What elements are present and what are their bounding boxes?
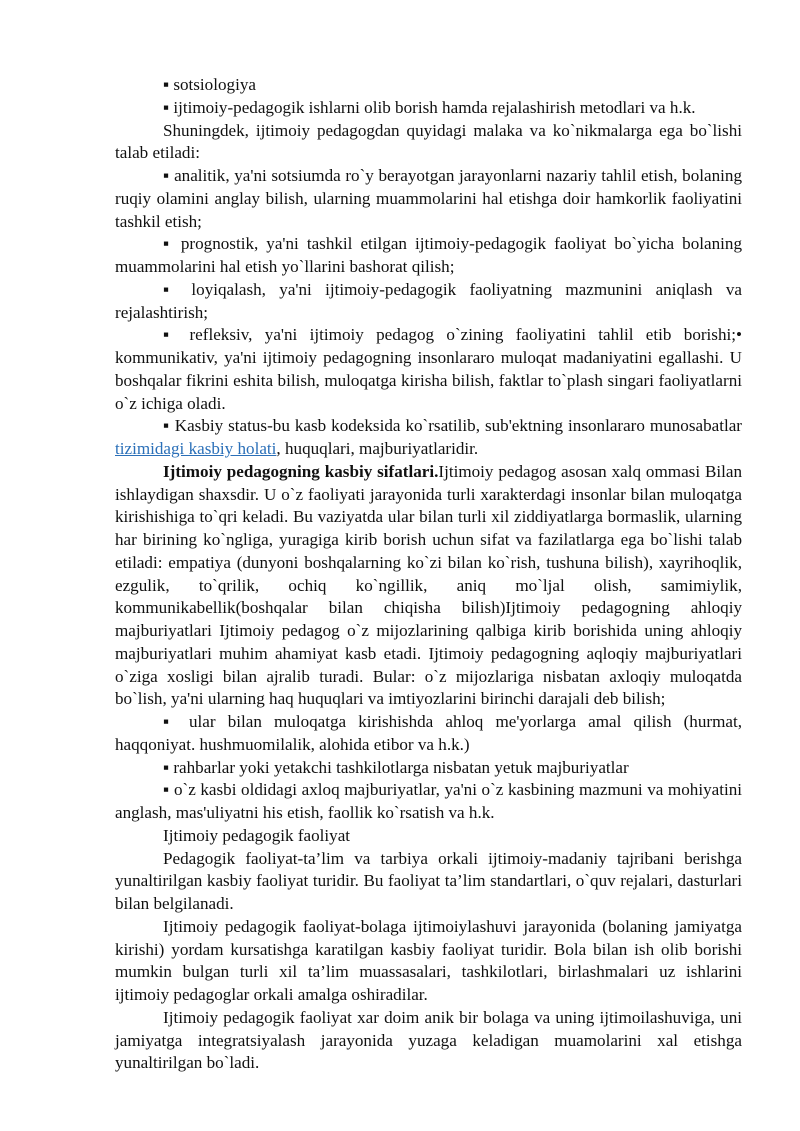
bullet-refleksiv: ▪ refleksiv, ya'ni ijtimoiy pedagog o`zining faoliyatini tahlil etib borishi;• kommunikativ, ya'ni ijtimoiy pedagogning insonlararo muloqat madaniyatini egallashi. U boshqalar fikrini eshita bilish, muloqatga kirisha bilish, faktlar to`plash singari faoliyatlarni o`z ichiga oladi.	[115, 325, 742, 413]
bullet-loyiqalash: ▪ loyiqalash, ya'ni ijtimoiy-pedagogik faoliyatning mazmunini aniqlash va rejalashtirish;	[115, 279, 742, 322]
bullet-rahbarlar: ▪ rahbarlar yoki yetakchi tashkilotlarga nisbatan yetuk majburiyatlar	[163, 757, 629, 777]
kasbiy-holati-link[interactable]: tizimidagi kasbiy holati	[115, 439, 277, 458]
bullet-sotsiologiya: ▪ sotsiologiya	[163, 75, 256, 94]
bullet-kasb-axloq: ▪ o`z kasbi oldidagi axloq majburiyatlar, ya'ni o`z kasbining mazmuni va mohiyatini anglash, mas'uliyatni his etish, faollik ko`rsatish va h.k.	[115, 780, 742, 822]
section-title-faoliyat: Ijtimoiy pedagogik faoliyat	[163, 825, 351, 845]
paragraph-pedagogik-faoliyat: Pedagogik faoliyat-ta’lim va tarbiya orkali ijtimoiy-madaniy tajribani berishga yunaltirilgan kasbiy faoliyat turidir. Bu faoliyat ta’lim standartlari, o`quv rejalari, dasturlari bilan belgilanadi.	[115, 848, 742, 913]
bullet-metodlar: ▪ ijtimoiy-pedagogik ishlarni olib borish hamda rejalashirish metodlari va h.k.	[163, 97, 696, 117]
paragraph-ijtimoiy-pedagogik-faoliyat: Ijtimoiy pedagogik faoliyat-bolaga ijtimoiylashuvi jarayonida (bolaning jamiyatga kirishi) yordam kursatishga karatilgan kasbiy faoliyat turidir. Bola bilan ish olib borishi mumkin bulgan turli xil ta’lim muassasalari, tashkilotlari, birlashmalari uz ishlarini ijtimoiy pedagoglar orkali amalga oshiradilar.	[115, 916, 742, 1004]
document-page	[115, 74, 742, 1075]
paragraph-kasbiy-sifatlar	[115, 461, 742, 711]
bullet-prognostik: ▪ prognostik, ya'ni tashkil etilgan ijtimoiy-pedagogik faoliyat bo`yicha bolaning muammolarini hal etish yo`llarini bashorat qilish;	[115, 234, 742, 276]
bullet-kasbiy-status	[115, 415, 742, 461]
paragraph-faoliyat-xar-doim: Ijtimoiy pedagogik faoliyat xar doim anik bir bolaga va uning ijtimoilashuviga, uni jamiyatga integratsiyalash jarayonida yuzaga keladigan muamolarini xal etishga yunaltirilgan bo`ladi.	[115, 1007, 742, 1073]
heading-kasbiy-sifatlar: Ijtimoiy pedagogning kasbiy sifatlari.	[163, 461, 439, 481]
bullet-analitik: ▪ analitik, ya'ni sotsiumda ro`y berayotgan jarayonlarni nazariy tahlil etish, bolaning ruqiy olamini anglay bilish, ularning muammolarini hal etishga doir hamkorlik faoliyatini tashkil etish;	[115, 166, 742, 231]
paragraph-malaka: Shuningdek, ijtimoiy pedagogdan quyidagi malaka va ko`nikmalarga ega bo`lishi talab etiladi:	[115, 120, 742, 163]
kasbiy-status-text: ▪ Kasbiy status-bu kasb kodeksida ko`rsatilib, sub'ektning insonlararo munosabatlar	[163, 416, 742, 436]
kasbiy-sifatlar-text: Ijtimoiy pedagog asosan xalq ommasi Bilan ishlaydigan shaxsdir. U o`z faoliyati jarayonida turli xarakterdagi insonlar bilan muloqatga kirishishiga to`qri keladi. Bu vaziyatda ular bilan turli xil ziddiyatlarga bormaslik, ularning har birining ko`ngliga, yuragiga kirib borish uchun sifat va fazilatlarga ega bo`lishi talab etiladi: empatiya (dunyoni boshqalarning ko`zi bilan ko`rish, tushuna bilish), xayrihoqlik, ezgulik, to`qrilik, ochiq ko`ngillik, aniq mo`ljal olish, samimiylik, kommunikabellik(boshqalar bilan chiqisha bilish)Ijtimoiy pedagogning ahloqiy majburiyatlari Ijtimoiy pedagog o`z mijozlarining qalbiga kirib borishida uning ahloqiy majburiyatlari muhim ahamiyat kasb etadi. Ijtimoiy pedagogning aqloqiy majburiyatlari o`ziga xosligi bilan ajralib turadi. Bular: o`z mijozlariga nisbatan axloqiy muloqatda bo`lish, ya'ni ularning haq huquqlari va imtiyozlarini birinchi darajali deb bilish;	[115, 461, 742, 709]
bullet-ahloq-meyorlar: ▪ ular bilan muloqatga kirishishda ahloq me'yorlarga amal qilish (hurmat, haqqoniyat. hushmuomilalik, alohida etibor va h.k.)	[115, 712, 742, 754]
kasbiy-status-text-end: , huquqlari, majburiyatlaridir.	[276, 439, 479, 458]
